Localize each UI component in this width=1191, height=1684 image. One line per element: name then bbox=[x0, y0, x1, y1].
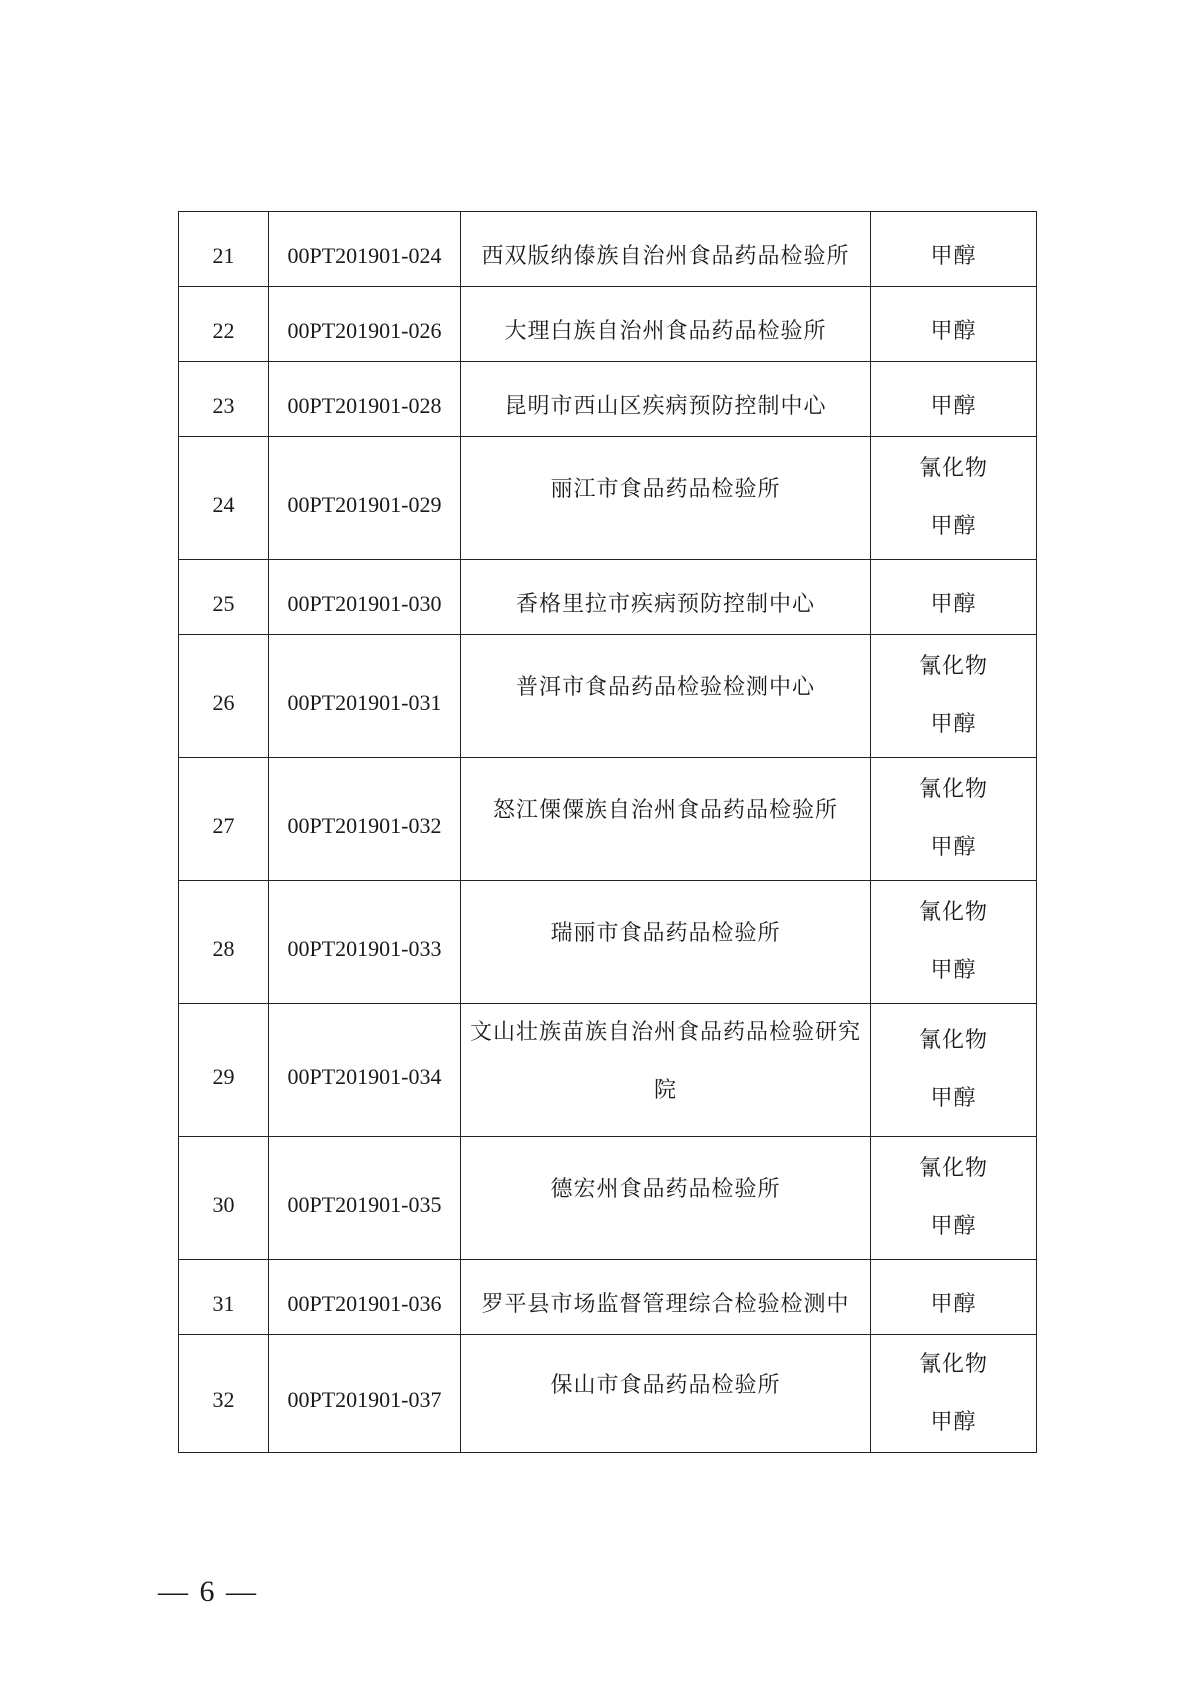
cell-serial-number: 28 bbox=[179, 881, 269, 1004]
cell-participant-code: 00PT201901-036 bbox=[269, 1260, 461, 1335]
test-item: 氰化物 bbox=[918, 777, 988, 802]
test-item: 甲醇 bbox=[930, 1409, 977, 1435]
table-row bbox=[179, 635, 1037, 758]
cell-laboratory-name bbox=[461, 212, 871, 287]
cell-laboratory-name bbox=[461, 1335, 871, 1453]
results-table bbox=[178, 211, 1037, 1453]
cell-serial-number: 30 bbox=[179, 1137, 269, 1260]
cell-test-items bbox=[871, 1004, 1037, 1137]
cell-serial-number: 32 bbox=[179, 1335, 269, 1453]
cell-serial-number: 25 bbox=[179, 560, 269, 635]
table-row bbox=[179, 560, 1037, 635]
cell-laboratory-name bbox=[461, 1004, 871, 1137]
cell-serial-number: 29 bbox=[179, 1004, 269, 1137]
cell-participant-code: 00PT201901-029 bbox=[269, 437, 461, 560]
table-row bbox=[179, 1335, 1037, 1453]
table-row bbox=[179, 1004, 1037, 1137]
cell-laboratory-name bbox=[461, 1260, 871, 1335]
cell-test-items bbox=[871, 1260, 1037, 1335]
cell-test-items bbox=[871, 1335, 1037, 1453]
cell-laboratory-name bbox=[461, 287, 871, 362]
cell-participant-code: 00PT201901-037 bbox=[269, 1335, 461, 1453]
cell-laboratory-name bbox=[461, 881, 871, 1004]
test-item: 氰化物 bbox=[918, 900, 988, 925]
laboratory-name-text: 大理白族自治州食品药品检验所 bbox=[504, 319, 827, 344]
cell-participant-code: 00PT201901-032 bbox=[269, 758, 461, 881]
test-item: 甲醇 bbox=[930, 1292, 977, 1317]
cell-participant-code: 00PT201901-035 bbox=[269, 1137, 461, 1260]
test-item: 甲醇 bbox=[930, 244, 977, 269]
cell-participant-code: 00PT201901-028 bbox=[269, 362, 461, 437]
test-item: 甲醇 bbox=[930, 592, 977, 617]
cell-laboratory-name bbox=[461, 758, 871, 881]
laboratory-name-text: 保山市食品药品检验所 bbox=[550, 1372, 781, 1398]
laboratory-name-text: 西双版纳傣族自治州食品药品检验所 bbox=[481, 244, 850, 269]
table-body bbox=[179, 212, 1037, 1453]
cell-participant-code: 00PT201901-026 bbox=[269, 287, 461, 362]
table-row bbox=[179, 212, 1037, 287]
laboratory-name-text: 瑞丽市食品药品检验所 bbox=[550, 921, 781, 946]
test-item: 甲醇 bbox=[930, 319, 977, 344]
laboratory-name-text: 香格里拉市疾病预防控制中心 bbox=[515, 592, 815, 617]
cell-serial-number: 26 bbox=[179, 635, 269, 758]
table-row bbox=[179, 881, 1037, 1004]
cell-test-items bbox=[871, 1137, 1037, 1260]
laboratory-name-text: 罗平县市场监督管理综合检验检测中 bbox=[481, 1292, 850, 1317]
cell-serial-number: 21 bbox=[179, 212, 269, 287]
test-item: 氰化物 bbox=[918, 654, 988, 679]
table-row bbox=[179, 1260, 1037, 1335]
cell-participant-code: 00PT201901-033 bbox=[269, 881, 461, 1004]
cell-laboratory-name bbox=[461, 560, 871, 635]
cell-laboratory-name bbox=[461, 437, 871, 560]
cell-test-items bbox=[871, 758, 1037, 881]
laboratory-name-text: 丽江市食品药品检验所 bbox=[550, 477, 781, 502]
cell-serial-number: 27 bbox=[179, 758, 269, 881]
laboratory-name-text: 文山壮族苗族自治州食品药品检验研究院 bbox=[469, 1020, 861, 1103]
test-item: 甲醇 bbox=[930, 712, 977, 737]
table-row bbox=[179, 1137, 1037, 1260]
test-item: 甲醇 bbox=[930, 958, 977, 983]
table-row bbox=[179, 362, 1037, 437]
cell-serial-number: 31 bbox=[179, 1260, 269, 1335]
laboratory-name-text: 怒江傈僳族自治州食品药品检验所 bbox=[492, 798, 838, 823]
test-item: 甲醇 bbox=[930, 835, 977, 860]
cell-test-items bbox=[871, 287, 1037, 362]
test-item: 甲醇 bbox=[930, 1214, 977, 1239]
cell-serial-number: 23 bbox=[179, 362, 269, 437]
laboratory-name-text: 昆明市西山区疾病预防控制中心 bbox=[504, 394, 827, 419]
test-item: 甲醇 bbox=[930, 1086, 977, 1111]
cell-participant-code: 00PT201901-031 bbox=[269, 635, 461, 758]
cell-test-items bbox=[871, 635, 1037, 758]
table-row bbox=[179, 287, 1037, 362]
laboratory-name-text: 德宏州食品药品检验所 bbox=[550, 1177, 781, 1202]
cell-serial-number: 24 bbox=[179, 437, 269, 560]
test-item: 氰化物 bbox=[918, 1156, 988, 1181]
cell-test-items bbox=[871, 560, 1037, 635]
cell-test-items bbox=[871, 881, 1037, 1004]
cell-laboratory-name bbox=[461, 635, 871, 758]
cell-test-items bbox=[871, 362, 1037, 437]
cell-test-items bbox=[871, 212, 1037, 287]
test-item: 甲醇 bbox=[930, 514, 977, 539]
cell-test-items bbox=[871, 437, 1037, 560]
page-number: — 6 — bbox=[158, 1575, 258, 1608]
test-item: 甲醇 bbox=[930, 394, 977, 419]
cell-participant-code: 00PT201901-030 bbox=[269, 560, 461, 635]
table-row bbox=[179, 437, 1037, 560]
cell-laboratory-name bbox=[461, 1137, 871, 1260]
test-item: 氰化物 bbox=[918, 1351, 988, 1377]
table-row bbox=[179, 758, 1037, 881]
cell-laboratory-name bbox=[461, 362, 871, 437]
cell-serial-number: 22 bbox=[179, 287, 269, 362]
test-item: 氰化物 bbox=[918, 1028, 988, 1053]
laboratory-name-text: 普洱市食品药品检验检测中心 bbox=[515, 675, 815, 700]
cell-participant-code: 00PT201901-024 bbox=[269, 212, 461, 287]
test-item: 氰化物 bbox=[918, 456, 988, 481]
cell-participant-code: 00PT201901-034 bbox=[269, 1004, 461, 1137]
